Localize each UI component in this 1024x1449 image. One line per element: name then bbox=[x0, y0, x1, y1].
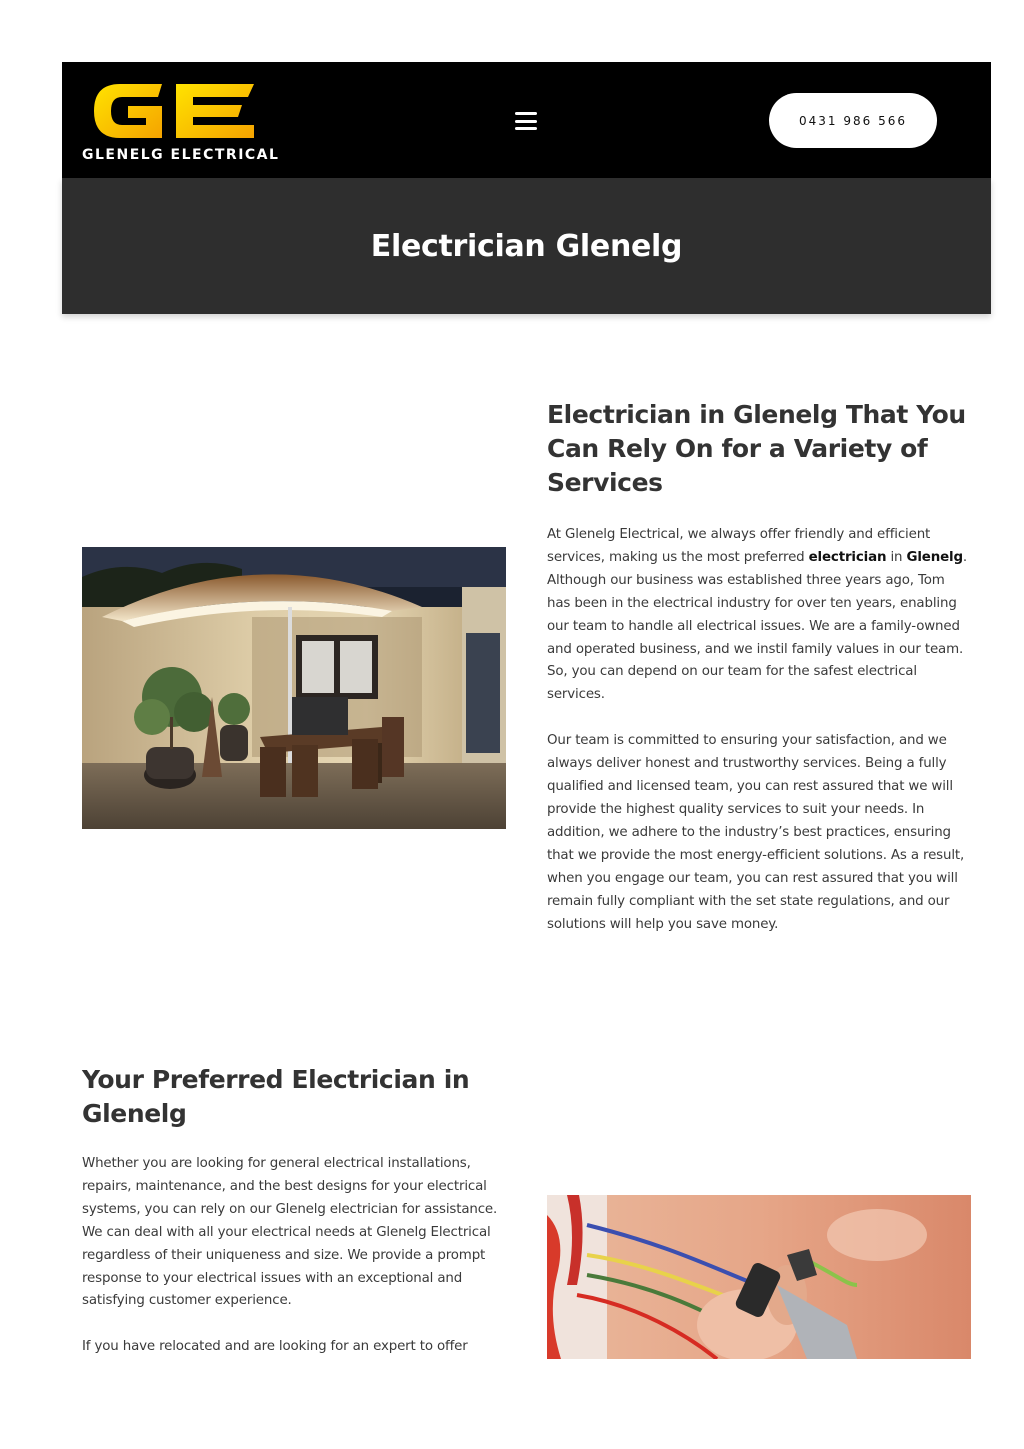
intro-paragraph-2: Our team is committed to ensuring your satisfaction, and we always deliver honest and trustworthy services. Being a fully qualified and licensed team, you can rest assured that we will provide the highest quality services to suit your needs. In addition, we adhere to the industry’s best practices, ensuring that we provide the most energy-efficient solutions. As a result, when you engage our team, you can rest assured that you will remain fully compliant with the set state regulations, and our solutions will help you save money. bbox=[547, 733, 965, 932]
preferred-heading: Your Preferred Electrician in Glenelg bbox=[82, 1065, 470, 1128]
patio-photo bbox=[82, 547, 506, 829]
phone-button[interactable]: 0431 986 566 bbox=[769, 93, 937, 148]
preferred-paragraph-1: Whether you are looking for general electrical installations, repairs, maintenance, and the best designs for your electrical systems, you can rely on our Glenelg electrician for assistance. We can deal with all your electrical needs at Glenelg Electrical regardless of their uniqueness and size. We provide a prompt response to your electrical issues with an exceptional and satisfying customer experience. bbox=[82, 1156, 498, 1309]
preferred-paragraph-2: If you have relocated and are looking for an expert to offer bbox=[82, 1339, 468, 1355]
site-header bbox=[62, 62, 991, 178]
preferred-section bbox=[82, 1063, 510, 1359]
logo-mark bbox=[92, 80, 257, 142]
keyword-electrician: electrician bbox=[808, 549, 887, 565]
logo-text: GLENELG ELECTRICAL bbox=[82, 147, 280, 163]
intro-heading: Electrician in Glenelg That You Can Rely On for a Variety of Services bbox=[547, 400, 966, 497]
keyword-glenelg: Glenelg bbox=[906, 549, 963, 565]
intro-paragraph-1: At Glenelg Electrical, we always offer friendly and efficient services, making us the most preferred electrician in Glenelg. Although our business was established three years ago, Tom has been in the electrical industry for over ten years, enabling our team to handle all electrical issues. We are a family-owned and operated business, and we instil family values in our team. So, you can depend on our team for the safest electrical services. bbox=[547, 527, 967, 703]
hero-banner bbox=[62, 178, 991, 314]
intro-section bbox=[547, 398, 972, 936]
wiring-photo bbox=[547, 1195, 971, 1359]
page-title: Electrician Glenelg bbox=[370, 228, 683, 264]
logo[interactable] bbox=[82, 80, 282, 166]
hamburger-icon[interactable] bbox=[514, 110, 538, 132]
